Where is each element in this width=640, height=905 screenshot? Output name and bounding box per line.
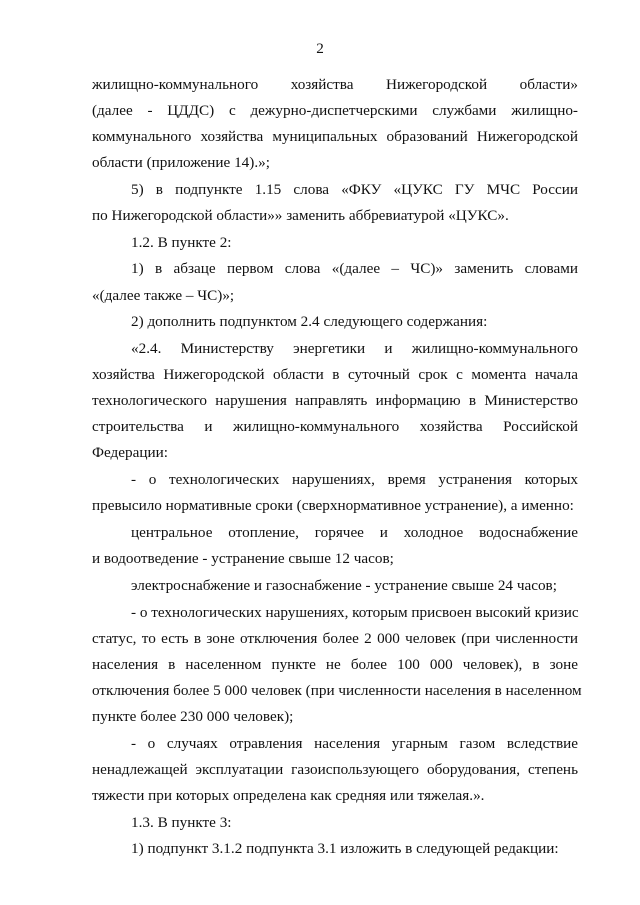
text-line: центральное отопление, горячее и холодное водоснабжение <box>131 524 578 541</box>
text-line: «2.4. Министерству энергетики и жилищно-коммунального <box>131 340 578 357</box>
text-line: технологического нарушения направлять информацию в Министерство <box>92 392 578 409</box>
text-line: области (приложение 14).»; <box>92 154 270 171</box>
text-line: (далее - ЦДДС) с дежурно-диспетчерскими службами жилищно- <box>92 102 578 119</box>
text-line: 2) дополнить подпунктом 2.4 следующего содержания: <box>131 313 488 330</box>
text-line: жилищно-коммунального хозяйства Нижегородской области» <box>92 76 578 93</box>
text-line: «(далее также – ЧС)»; <box>92 287 235 304</box>
text-line: электроснабжение и газоснабжение - устранение свыше 24 часов; <box>131 577 557 594</box>
text-line: по Нижегородской области»» заменить аббревиатурой «ЦУКС». <box>92 207 509 224</box>
text-line: превысило нормативные сроки (сверхнормативное устранение), а именно: <box>92 497 574 514</box>
page-number: 2 <box>316 40 324 57</box>
text-line: строительства и жилищно-коммунального хозяйства Российской <box>92 418 578 435</box>
text-line: 1.2. В пункте 2: <box>131 234 232 251</box>
text-line: - о технологических нарушениях, которым присвоен высокий кризис <box>131 604 579 621</box>
text-line: населения в населенном пункте не более 100 000 человек), в зоне <box>92 656 578 673</box>
text-line: тяжести при которых определена как средняя или тяжелая.». <box>92 787 485 804</box>
text-line: - о технологических нарушениях, время устранения которых <box>131 471 578 488</box>
text-line: - о случаях отравления населения угарным газом вследствие <box>131 735 578 752</box>
text-line: отключения более 5 000 человек (при численности населения в населенном <box>92 682 582 699</box>
text-line: коммунального хозяйства муниципальных образований Нижегородской <box>92 128 578 145</box>
text-line: и водоотведение - устранение свыше 12 часов; <box>92 550 394 567</box>
text-line: 1.3. В пункте 3: <box>131 814 232 831</box>
text-line: 5) в подпункте 1.15 слова «ФКУ «ЦУКС ГУ МЧС России <box>131 181 578 198</box>
text-line: 1) в абзаце первом слова «(далее – ЧС)» заменить словами <box>131 260 578 277</box>
text-line: статус, то есть в зоне отключения более 2 000 человек (при численности <box>92 630 578 647</box>
text-line: пункте более 230 000 человек); <box>92 708 294 725</box>
text-line: Федерации: <box>92 444 168 461</box>
text-line: ненадлежащей эксплуатации газоиспользующего оборудования, степень <box>92 761 578 778</box>
text-line: хозяйства Нижегородской области в суточный срок с момента начала <box>92 366 578 383</box>
text-line: 1) подпункт 3.1.2 подпункта 3.1 изложить в следующей редакции: <box>131 840 559 857</box>
